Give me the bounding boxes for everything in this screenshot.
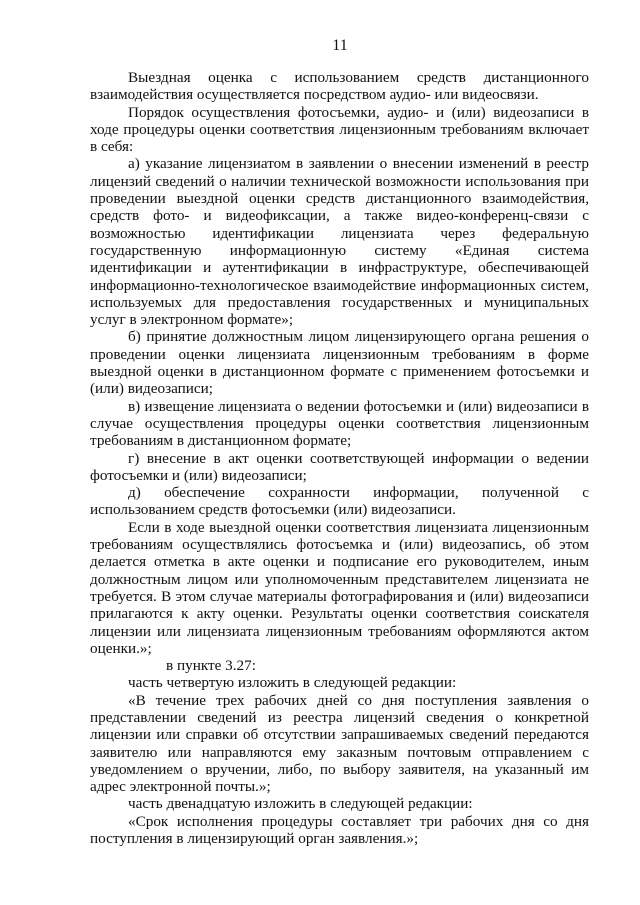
list-item-d: д) обеспечение сохранности информации, полученной с использованием средств фотосъемки (или) видеозаписи. <box>90 484 589 519</box>
list-item-a: а) указание лицензиатом в заявлении о внесении изменений в реестр лицензий сведений о наличии технической возможности использования при проведении выездной оценки средств дистанционного взаимодействия, средств фото- и видеофиксации, а также видео-конференц-связи с возможностью идентификации лицензиата через федеральную государственную информационную систему «Единая система идентификации и аутентификации в инфраструктуре, обеспечивающей информационно-технологическое взаимодействие информационных систем, используемых для предоставления государственных и муниципальных услуг в электронном формате»; <box>90 155 589 329</box>
paragraph-part-twelve-heading: часть двенадцатую изложить в следующей редакции: <box>128 795 473 813</box>
list-item-b: б) принятие должностным лицом лицензирующего органа решения о проведении оценки лицензиата лицензионным требованиям в форме выездной оценки в дистанционном формате с применением фотосъемки и (или) видеозаписи; <box>90 328 589 398</box>
paragraph-part-twelve-text: «Срок исполнения процедуры составляет три рабочих дня со дня поступления в лицензирующий орган заявления.»; <box>90 812 589 848</box>
paragraph-part-four-text: «В течение трех рабочих дней со дня поступления заявления о представлении сведений из реестра лицензий сведения о конкретной лицензии или справки об отсутствии запрашиваемых сведений передаются заявителю или направляются ему заказным почтовым отправлением с уведомлением о вручении, либо, по выбору заявителя, на указанный им адрес электронной почты.»; <box>90 691 589 796</box>
paragraph-recording-procedure: Порядок осуществления фотосъемки, аудио- и (или) видеозаписи в ходе процедуры оценки соответствия лицензионным требованиям включает в себя: <box>90 103 589 156</box>
list-item-v: в) извещение лицензиата о ведении фотосъемки и (или) видеозаписи в случае осуществления процедуры оценки соответствия лицензионным требованиям в дистанционном формате; <box>90 397 589 450</box>
document-body <box>90 69 589 847</box>
paragraph-clause-3-27: в пункте 3.27: <box>166 657 256 675</box>
paragraph-part-four-heading: часть четвертую изложить в следующей редакции: <box>128 674 457 692</box>
list-item-g: г) внесение в акт оценки соответствующей информации о ведении фотосъемки и (или) видеозаписи; <box>90 449 589 484</box>
page-number: 11 <box>332 37 348 54</box>
paragraph-recording-note: Если в ходе выездной оценки соответствия лицензиата лицензионным требованиям осуществлялись фотосъемка и (или) видеозапись, об этом делается отметка в акте оценки и подписание его руководителем, иным должностным лицом или уполномоченным представителем лицензиата не требуется. В этом случае материалы фотографирования и (или) видеозаписи прилагаются к акту оценки. Результаты оценки соответствия соискателя лицензии или лицензиата лицензионным требованиям оформляются актом оценки.»; <box>90 518 589 657</box>
paragraph-remote-assessment: Выездная оценка с использованием средств дистанционного взаимодействия осуществляется посредством аудио- или видеосвязи. <box>90 69 589 104</box>
